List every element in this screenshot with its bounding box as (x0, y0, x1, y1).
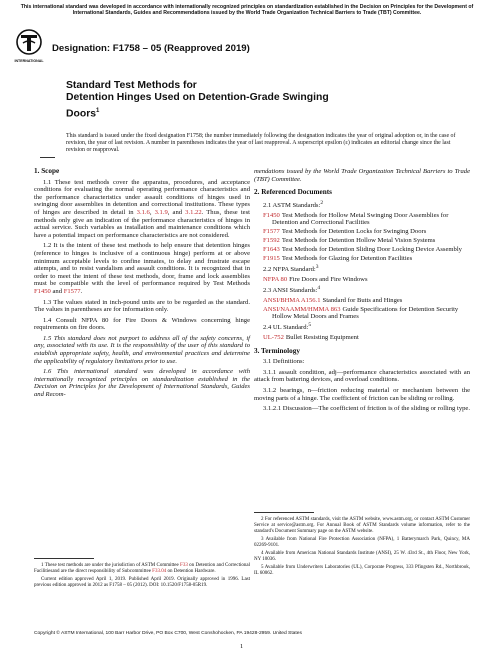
para-3-1-2: 3.1.2 bearings, n—friction reducing material or mechanism between the moving parts of a hinge. The coefficient of friction can be sliding or rolling. (254, 386, 470, 402)
para-3-1-1: 3.1.1 assault condition, adj—performance characteristics associated with an attack from battering devices, and overload conditions. (254, 368, 470, 384)
reference-link[interactable]: F1592 (263, 237, 280, 245)
reference-link[interactable]: UL-752 (263, 333, 284, 341)
reference-link[interactable]: F1643 (263, 246, 280, 254)
reference-title: Test Methods for Detention Locks for Swinging Doors (281, 228, 427, 236)
para-1-3: 1.3 The values stated in inch-pound units are to be regarded as the standard. The values in parentheses are for information only. (34, 298, 250, 314)
ref-link-3-1-6[interactable]: 3.1.6 (136, 208, 150, 216)
footnote-2: 2 For referenced ASTM standards, visit the ASTM website, www.astm.org, or contact ASTM Customer Service at service@astm.org. For Annual Book of ASTM Standards volume information, refer to the standard's Document Summary page on the ASTM website. (254, 517, 470, 534)
reference-title: Test Methods for Glazing for Detention Facilities (281, 255, 413, 263)
section-scope-heading: 1. Scope (34, 167, 60, 175)
ref-link-f1450[interactable]: F1450 (34, 287, 51, 295)
reference-link[interactable]: NFPA 80 (263, 275, 288, 283)
section-referenced-documents-heading: 2. Referenced Documents (254, 188, 332, 197)
reference-link[interactable]: F1450 (263, 211, 280, 219)
reference-item (263, 211, 470, 227)
reference-title: Fire Doors and Fire Windows (289, 275, 368, 283)
reference-link[interactable]: F1915 (263, 255, 280, 263)
footnote-edition: Current edition approved April 1, 2019. Published April 2019. Originally approved in 1996. Last previous edition approved in 2012 as F1758 – 05 (2012). DOI: 10.1520/F1758-05R19. (34, 577, 250, 588)
nfpa-standard-heading: 2.2 NFPA Standard:$^3$ (263, 264, 319, 274)
section-terminology-heading: 3. Terminology (254, 346, 300, 355)
left-footnotes (34, 558, 250, 591)
nfpa-reference-list (254, 276, 470, 284)
reference-item (263, 305, 470, 321)
reference-item (263, 333, 470, 342)
ref-link-3-1-22[interactable]: 3.1.22 (185, 208, 202, 216)
reference-title: Test Methods for Detention Sliding Door Locking Device Assembly (281, 246, 462, 254)
title-line-3: Doors$^1$ (66, 107, 100, 120)
para-1-1: 1.1 These test methods cover the apparatus, procedures, and acceptance conditions for evaluating the normal operating performance characteristics and the performance characteristics under assault conditions of hinges used in swinging door assemblies in detention and correctional institutions. These types of hinges are described in detail in 3.1.6, 3.1.9, and 3.1.22. Thus, these test methods only give an indication of the performance characteristics of hinges in actual service. Such variables as installation and maintenance conditions which have a potential impact on performance characteristics are not considered. (34, 178, 250, 239)
footnote-4: 4 Available from American National Standards Institute (ANSI), 25 W. 43rd St., 4th Floor, New York, NY 10036. (254, 551, 470, 562)
para-1-2: 1.2 It is the intent of these test methods to help ensure that detention hinges (reference to hinges is inclusive of a continuous hinge) perform at or above minimum acceptable levels to confine inmates, to delay and frustrate escape attempts, and to resist vandalism and assault conditions. It is recognized that in order to meet the intent of these test methods, door, frame and lock assemblies must be compatible with the level of performance required by Test Methods F1450 and F1577. (34, 242, 250, 295)
reference-link[interactable]: F1577 (263, 228, 280, 236)
para-1-5: 1.5 This standard does not purport to address all of the safety concerns, if any, associated with its use. It is the responsibility of the user of this standard to establish appropriate safety, health, and environmental practices and determine the applicability of regulatory limitations prior to use. (34, 334, 250, 365)
para-1-4: 1.4 Consult NFPA 80 for Fire Doors & Windows concerning hinge requirements on fire doors. (34, 316, 250, 332)
ref-link-f1577[interactable]: F1577 (63, 287, 81, 295)
ul-standard-heading: 2.4 UL Standard:$^5$ (263, 322, 312, 332)
title-line-1: Standard Test Methods for (66, 80, 197, 91)
para-1-6-continued: mendations issued by the World Trade Organization Technical Barriers to Trade (TBT) Committee. (254, 168, 470, 183)
reference-link[interactable]: ANSI/NAAMM/HMMA 863 (263, 305, 341, 313)
ansi-reference-list (254, 297, 470, 321)
ref-link-f33-04[interactable]: F33.04 (152, 569, 167, 574)
reference-title: Guide Specifications for Detention Security Hollow Metal Doors and Frames (272, 305, 459, 321)
footnote-5: 5 Available from Underwriters Laboratories (UL), Corporate Progress, 333 Pfingsten Rd., Northbrook, IL 60062. (254, 565, 470, 576)
left-column (34, 168, 250, 402)
reference-item (263, 296, 470, 305)
footnote-3: 3 Available from National Fire Protection Association (NFPA), 1 Batterymarch Park, Quincy, MA 02269-9101. (254, 537, 470, 548)
reference-item (263, 237, 470, 245)
ul-reference-list (254, 334, 470, 342)
astm-reference-list (254, 212, 470, 263)
reference-title: Test Methods for Detention Hollow Metal Vision Systems (281, 237, 436, 245)
page-number: 1 (240, 643, 244, 650)
ref-link-f33[interactable]: F33 (180, 563, 188, 568)
para-1-6: 1.6 This international standard was developed in accordance with internationally recognized principles on standardization established in the Decision on Principles for the Development of International Standards, Guides and Recom- (34, 368, 250, 399)
right-column (254, 168, 470, 416)
wto-notice: This international standard was developed in accordance with internationally recognized principles on standardization established in the Decision on Principles for the Development of International Standards, Guides and Recommendations issued by the World Trade Organization Technical Barriers to Trade (TBT) Committee. (20, 4, 474, 17)
reference-item (263, 275, 470, 284)
copyright-line: Copyright © ASTM International, 100 Barr Harbor Drive, PO Box C700, West Conshohocken, PA 19428-2959. United States (34, 631, 302, 636)
ref-link-3-1-9[interactable]: 3.1.9 (154, 208, 168, 216)
reference-title: Test Methods for Hollow Metal Swinging Door Assemblies for Detention and Correctional Facilities (272, 211, 449, 227)
issue-note: This standard is issued under the fixed designation F1758; the number immediately following the designation indicates the year of original adoption or, in the case of revision, the year of last revision. A number in parentheses indicates the year of last reapproval. A superscript epsilon (ε) indicates an editorial change since the last revision or reapproval. (66, 133, 456, 153)
reference-item (263, 246, 470, 254)
header-divider (40, 157, 55, 158)
footnote-1: 1 These test methods are under the jurisdiction of ASTM Committee F33 on Detention and Correctional Facilitiesand are the direct responsibility of Subcommittee F33.04 on Detention Hardware. (34, 563, 251, 574)
footnote-divider (34, 558, 94, 559)
reference-title: Standard for Butts and Hinges (322, 296, 403, 304)
astm-standards-heading: 2.1 ASTM Standards:$^2$ (263, 199, 324, 209)
footnote-divider (254, 512, 314, 513)
reference-item (263, 228, 470, 236)
reference-item (263, 255, 470, 263)
designation: Designation: F1758 – 05 (Reapproved 2019) (52, 43, 250, 54)
astm-logo (14, 26, 44, 68)
para-3-1-2-1: 3.1.2.1 Discussion—The coefficient of friction is of the sliding or rolling type. (263, 405, 470, 413)
title-line-2: Detention Hinges Used on Detention-Grade Swinging (66, 92, 329, 104)
reference-link[interactable]: ANSI/BHMA A156.1 (263, 296, 321, 304)
para-3-1: 3.1 Definitions: (263, 358, 305, 366)
title-footnote-mark: 1 (96, 107, 100, 114)
document-title (66, 80, 396, 121)
ansi-standards-heading: 2.3 ANSI Standards:$^4$ (263, 284, 321, 295)
logo-caption: INTERNATIONAL (14, 59, 44, 63)
reference-title: Bullet Resisting Equipment (285, 333, 359, 341)
right-footnotes (254, 512, 470, 579)
